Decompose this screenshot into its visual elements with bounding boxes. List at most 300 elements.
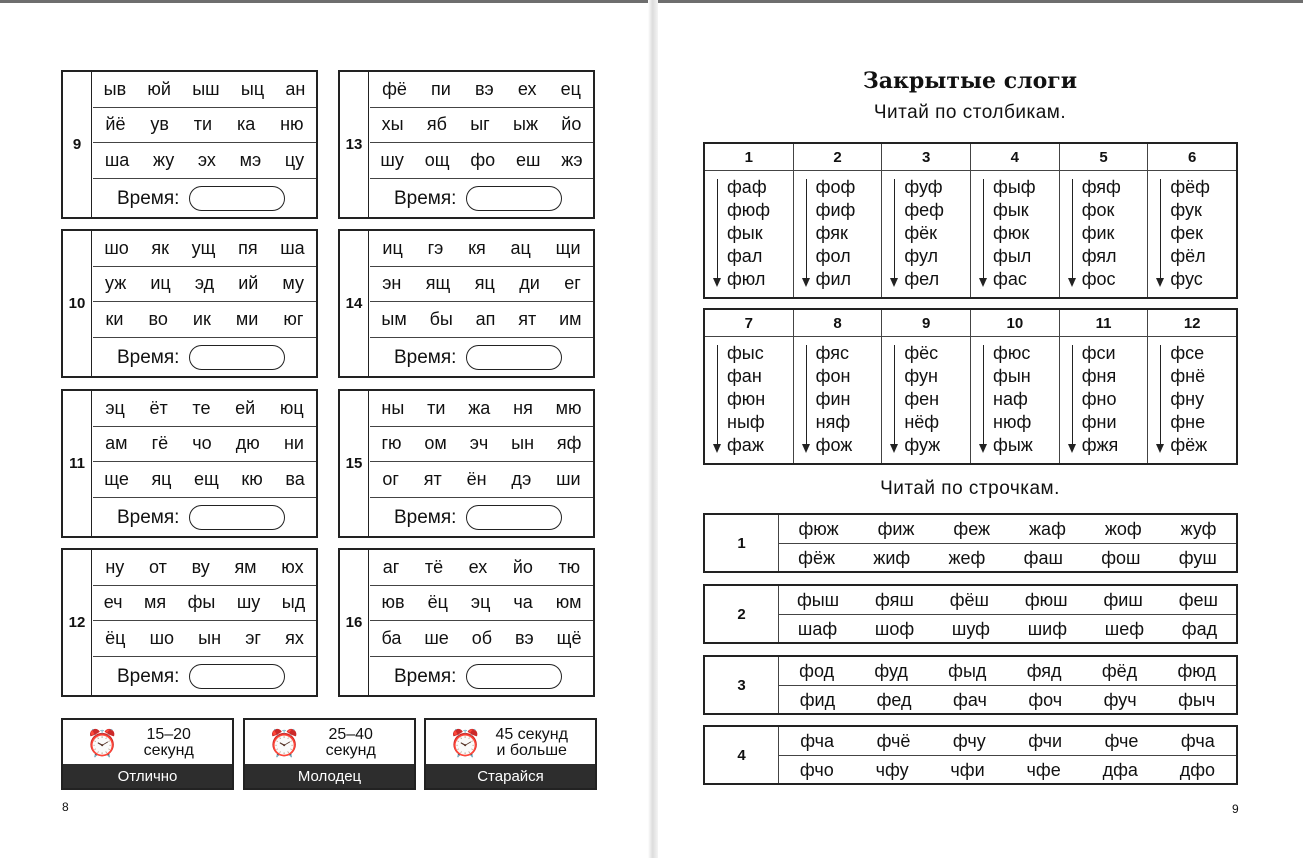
syllable: ки [105, 308, 124, 329]
syllable: ят [423, 468, 442, 489]
syllable: дфо [1179, 759, 1216, 780]
syllable: мя [144, 592, 167, 613]
alarm-clock-icon: ⏰ [268, 728, 301, 758]
syllable: фнё [1170, 366, 1206, 386]
column-number: 3 [882, 144, 970, 171]
syllable: юг [283, 308, 304, 329]
syllable: фча [800, 730, 835, 751]
row-number: 3 [705, 657, 779, 713]
column-number: 1 [705, 144, 793, 171]
syllable-row [779, 657, 1236, 686]
syllable: ым [381, 308, 407, 329]
syllable: фыл [993, 246, 1032, 266]
syllable: фсе [1170, 343, 1205, 363]
syllable: фне [1170, 412, 1206, 432]
legend-grade: Молодец [245, 764, 414, 788]
syllable: ёц [427, 592, 448, 613]
time-label: Время: [394, 187, 457, 209]
syllable: наф [993, 389, 1028, 409]
syllable: фус [1170, 269, 1203, 289]
syllable: ях [285, 627, 304, 648]
block-number: 14 [340, 231, 369, 376]
syllable: ех [468, 556, 488, 577]
syllable: ыш [192, 78, 220, 99]
syllable-row [93, 108, 316, 144]
syllable: ец [560, 78, 581, 99]
time-row [370, 179, 593, 219]
syllable: ей [235, 397, 256, 418]
column-cell [1060, 144, 1149, 297]
syllable: фел [904, 269, 940, 289]
syllable-row [779, 686, 1236, 714]
time-label: Время: [394, 346, 457, 368]
syllable: тю [558, 556, 581, 577]
syllable: жеф [948, 547, 986, 568]
syllable: фче [1104, 730, 1139, 751]
syllable: феж [953, 518, 991, 539]
syllable: ше [424, 627, 449, 648]
down-arrow-icon [717, 345, 718, 451]
syllable: му [282, 273, 304, 294]
row-table [703, 513, 1238, 573]
syllable: ба [381, 627, 402, 648]
syllable: ог [382, 468, 399, 489]
syllable: фни [1081, 412, 1117, 432]
syllable: фык [727, 223, 763, 243]
syllable-block [338, 70, 595, 219]
syllable: фыф [993, 177, 1036, 197]
syllable: фиж [877, 518, 915, 539]
down-arrow-icon [806, 345, 807, 451]
syllable: фо [470, 149, 496, 170]
syllable: фыч [1178, 689, 1216, 710]
syllable: фяс [815, 343, 850, 363]
legend-box [243, 718, 416, 790]
syllable-block [338, 389, 595, 538]
syllable: ню [280, 114, 304, 135]
syllable: бы [429, 308, 453, 329]
time-input-box[interactable] [189, 664, 285, 689]
syllable: нюф [993, 412, 1032, 432]
syllable-row [370, 621, 593, 657]
syllable: яц [151, 468, 172, 489]
syllable-row [779, 615, 1236, 643]
syllable: ша [280, 237, 305, 258]
column-number: 5 [1060, 144, 1148, 171]
page-title: Закрытые слоги [862, 68, 1078, 94]
syllable: уж [105, 273, 127, 294]
syllable: ац [510, 237, 531, 258]
syllable: фюк [993, 223, 1030, 243]
column-cell [882, 310, 971, 463]
syllable: фул [904, 246, 939, 266]
syllable: фюд [1177, 660, 1216, 681]
syllable: фыж [993, 435, 1033, 455]
syllable: кя [468, 237, 486, 258]
syllable: няф [815, 412, 851, 432]
syllable: фжя [1081, 435, 1119, 455]
time-input-box[interactable] [466, 505, 562, 530]
syllable: ом [424, 433, 447, 454]
syllable: фек [1170, 223, 1204, 243]
syllable: фча [1180, 730, 1215, 751]
time-label: Время: [117, 187, 180, 209]
syllable: фид [799, 689, 836, 710]
syllable: чфу [875, 759, 909, 780]
syllable: жаф [1029, 518, 1066, 539]
syllable: фёс [904, 343, 939, 363]
syllable: феф [904, 200, 944, 220]
syllable: фил [815, 269, 852, 289]
syllable: фну [1170, 389, 1205, 409]
syllable: фик [1081, 223, 1115, 243]
syllable: ыд [281, 592, 306, 613]
syllable-row [370, 462, 593, 498]
syllable: дю [235, 433, 260, 454]
syllable: йо [561, 114, 582, 135]
row-table [703, 655, 1238, 715]
syllable: ям [234, 556, 257, 577]
syllable: фчо [799, 759, 834, 780]
syllable: фёд [1101, 660, 1138, 681]
syllable: фёж [1170, 435, 1208, 455]
syllable: эх [197, 149, 216, 170]
syllable: во [148, 308, 168, 329]
syllable: фед [876, 689, 912, 710]
book-fold [648, 0, 658, 858]
syllable: юм [555, 592, 582, 613]
legend-grade: Старайся [426, 764, 595, 788]
legend-line2: и больше [496, 742, 567, 759]
syllable: ши [556, 468, 581, 489]
time-input-box[interactable] [189, 186, 285, 211]
syllable-row [370, 550, 593, 586]
time-row [370, 338, 593, 378]
syllable: эг [245, 627, 261, 648]
syllable: пя [238, 237, 258, 258]
syllable: фод [799, 660, 835, 681]
syllable: жоф [1104, 518, 1142, 539]
rows-instruction: Читай по строчкам. [880, 478, 1060, 499]
syllable: фуш [1178, 547, 1217, 568]
syllable: фчё [876, 730, 911, 751]
syllable: эд [194, 273, 215, 294]
down-arrow-icon [717, 179, 718, 285]
syllable: фчу [952, 730, 986, 751]
syllable: дэ [511, 468, 532, 489]
syllable: чо [192, 433, 212, 454]
column-table [703, 142, 1238, 299]
column-cell [1060, 310, 1149, 463]
syllable: ти [193, 114, 213, 135]
column-number: 12 [1148, 310, 1236, 337]
syllable: шаф [797, 618, 838, 639]
syllable: фиф [815, 200, 856, 220]
syllable: фол [815, 246, 851, 266]
syllable: фял [1081, 246, 1117, 266]
syllable: ти [427, 397, 446, 418]
syllable: еш [516, 149, 541, 170]
syllable: жу [152, 149, 175, 170]
syllable: фёф [1170, 177, 1210, 197]
legend-box [424, 718, 597, 790]
time-row [93, 179, 316, 219]
syllable: шу [380, 149, 404, 170]
time-input-box[interactable] [189, 505, 285, 530]
time-label: Время: [117, 665, 180, 687]
syllable: ча [513, 592, 533, 613]
syllable-row [779, 515, 1236, 544]
syllable: фси [1081, 343, 1116, 363]
syllable: фыс [727, 343, 764, 363]
syllable-block [61, 229, 318, 378]
syllable: фоч [1028, 689, 1063, 710]
syllable: юв [381, 592, 405, 613]
syllable-row [93, 231, 316, 267]
syllable-row [93, 586, 316, 622]
syllable: фал [727, 246, 763, 266]
syllable-row [370, 302, 593, 338]
syllable: юц [279, 397, 304, 418]
syllable: ныф [727, 412, 765, 432]
syllable-row [93, 621, 316, 657]
syllable: фюс [993, 343, 1031, 363]
block-number: 10 [63, 231, 92, 376]
syllable: ам [105, 433, 128, 454]
down-arrow-icon [806, 179, 807, 285]
syllable-row [93, 302, 316, 338]
syllable-row [370, 267, 593, 303]
syllable: еч [103, 592, 123, 613]
syllable: йё [105, 114, 126, 135]
syllable: фыд [948, 660, 987, 681]
syllable: яб [426, 114, 447, 135]
syllable: яц [474, 273, 495, 294]
syllable-row [93, 267, 316, 303]
syllable: фяф [1081, 177, 1121, 197]
column-cell [971, 144, 1060, 297]
time-label: Время: [394, 506, 457, 528]
page-number-left: 8 [62, 800, 69, 814]
syllable: шо [104, 237, 129, 258]
syllable: феш [1178, 589, 1218, 610]
legend-line1: 45 секунд [495, 726, 568, 743]
syllable: ще [104, 468, 129, 489]
legend-grade: Отлично [63, 764, 232, 788]
syllable: ну [105, 556, 125, 577]
legend-line1: 15–20 [146, 726, 191, 743]
time-input-box[interactable] [189, 345, 285, 370]
syllable: фас [993, 269, 1027, 289]
syllable: фуд [874, 660, 908, 681]
syllable: ят [518, 308, 537, 329]
syllable: як [151, 237, 170, 258]
syllable: тё [424, 556, 444, 577]
legend-box [61, 718, 234, 790]
syllable: ди [519, 273, 540, 294]
syllable: ап [475, 308, 496, 329]
column-cell [705, 310, 794, 463]
syllable: иц [150, 273, 171, 294]
down-arrow-icon [1072, 179, 1073, 285]
syllable: фун [904, 366, 938, 386]
syllable: ми [235, 308, 259, 329]
syllable: пи [431, 78, 451, 99]
syllable: фан [727, 366, 762, 386]
down-arrow-icon [894, 345, 895, 451]
row-number: 1 [705, 515, 779, 571]
syllable: дфа [1102, 759, 1138, 780]
syllable-row [779, 756, 1236, 784]
syllable: чфи [950, 759, 985, 780]
syllable: ва [285, 468, 305, 489]
column-table [703, 308, 1238, 465]
syllable: ыц [240, 78, 265, 99]
syllable: фен [904, 389, 940, 409]
syllable: ны [381, 397, 405, 418]
syllable: фад [1181, 618, 1218, 639]
syllable: фюж [798, 518, 839, 539]
syllable-row [93, 72, 316, 108]
column-number: 11 [1060, 310, 1148, 337]
syllable: ка [236, 114, 256, 135]
time-label: Время: [117, 506, 180, 528]
syllable: фяш [875, 589, 914, 610]
syllable: ыг [470, 114, 490, 135]
syllable-block [61, 389, 318, 538]
syllable: фуф [904, 177, 943, 197]
syllable: ын [511, 433, 535, 454]
syllable-row [779, 544, 1236, 572]
syllable: жуф [1180, 518, 1217, 539]
syllable: шоф [874, 618, 915, 639]
syllable: фын [993, 366, 1031, 386]
syllable: фож [815, 435, 853, 455]
syllable: вэ [474, 78, 494, 99]
syllable-row [93, 427, 316, 463]
time-row [370, 657, 593, 697]
syllable: йо [512, 556, 533, 577]
block-number: 11 [63, 391, 92, 536]
alarm-clock-icon: ⏰ [449, 728, 482, 758]
syllable: ящ [425, 273, 451, 294]
syllable: ув [150, 114, 169, 135]
syllable: ан [285, 78, 306, 99]
syllable: шиф [1027, 618, 1068, 639]
time-label: Время: [117, 346, 180, 368]
syllable: ёц [105, 627, 126, 648]
legend-line2: секунд [143, 742, 194, 759]
syllable-row [93, 462, 316, 498]
syllable-row [370, 231, 593, 267]
syllable-row [370, 72, 593, 108]
syllable: ощ [424, 149, 450, 170]
syllable: юй [147, 78, 171, 99]
syllable: от [149, 556, 167, 577]
syllable: ик [192, 308, 211, 329]
block-number: 12 [63, 550, 92, 695]
syllable: фяд [1026, 660, 1062, 681]
column-cell [1148, 144, 1236, 297]
legend-line1: 25–40 [328, 726, 373, 743]
time-row [93, 338, 316, 378]
syllable: шу [236, 592, 261, 613]
syllable: фё [382, 78, 407, 99]
syllable: фёж [798, 547, 836, 568]
syllable: нёф [904, 412, 940, 432]
syllable: фуч [1103, 689, 1137, 710]
syllable: ий [238, 273, 259, 294]
column-cell [1148, 310, 1236, 463]
column-number: 8 [794, 310, 882, 337]
column-cell [794, 310, 883, 463]
syllable: цу [284, 149, 305, 170]
syllable: фык [993, 200, 1029, 220]
syllable: щё [556, 627, 582, 648]
syllable: юх [281, 556, 304, 577]
down-arrow-icon [1160, 179, 1161, 285]
block-number: 15 [340, 391, 369, 536]
syllable: вэ [514, 627, 534, 648]
syllable-row [370, 427, 593, 463]
syllable: гю [381, 433, 402, 454]
syllable-block [61, 548, 318, 697]
syllable-row [779, 586, 1236, 615]
down-arrow-icon [1160, 345, 1161, 451]
syllable: фёл [1170, 246, 1206, 266]
time-input-box[interactable] [466, 345, 562, 370]
syllable: те [192, 397, 211, 418]
syllable: фук [1170, 200, 1202, 220]
syllable: ша [104, 149, 130, 170]
page-number-right: 9 [1232, 802, 1239, 816]
syllable: ех [517, 78, 537, 99]
syllable: ын [198, 627, 222, 648]
syllable: фы [187, 592, 216, 613]
column-number: 6 [1148, 144, 1236, 171]
syllable: фчи [1028, 730, 1063, 751]
syllable: ня [513, 397, 533, 418]
syllable: шуф [951, 618, 990, 639]
syllable-row [779, 727, 1236, 756]
syllable: им [559, 308, 582, 329]
block-number: 13 [340, 72, 369, 217]
time-label: Время: [394, 665, 457, 687]
syllable: фош [1101, 547, 1141, 568]
syllable: гё [151, 433, 169, 454]
syllable: ещ [194, 468, 219, 489]
time-input-box[interactable] [466, 664, 562, 689]
syllable-block [61, 70, 318, 219]
syllable: фяк [815, 223, 848, 243]
syllable: ни [283, 433, 304, 454]
syllable: жиф [873, 547, 911, 568]
down-arrow-icon [894, 179, 895, 285]
syllable: мю [555, 397, 582, 418]
column-cell [705, 144, 794, 297]
syllable-row [370, 391, 593, 427]
time-row [370, 498, 593, 538]
syllable: мэ [239, 149, 262, 170]
columns-instruction: Читай по столбикам. [873, 102, 1067, 123]
alarm-clock-icon: ⏰ [86, 728, 119, 758]
syllable: ыв [103, 78, 127, 99]
syllable-row [370, 586, 593, 622]
down-arrow-icon [1072, 345, 1073, 451]
syllable: шеф [1104, 618, 1145, 639]
syllable-row [93, 143, 316, 179]
time-input-box[interactable] [466, 186, 562, 211]
